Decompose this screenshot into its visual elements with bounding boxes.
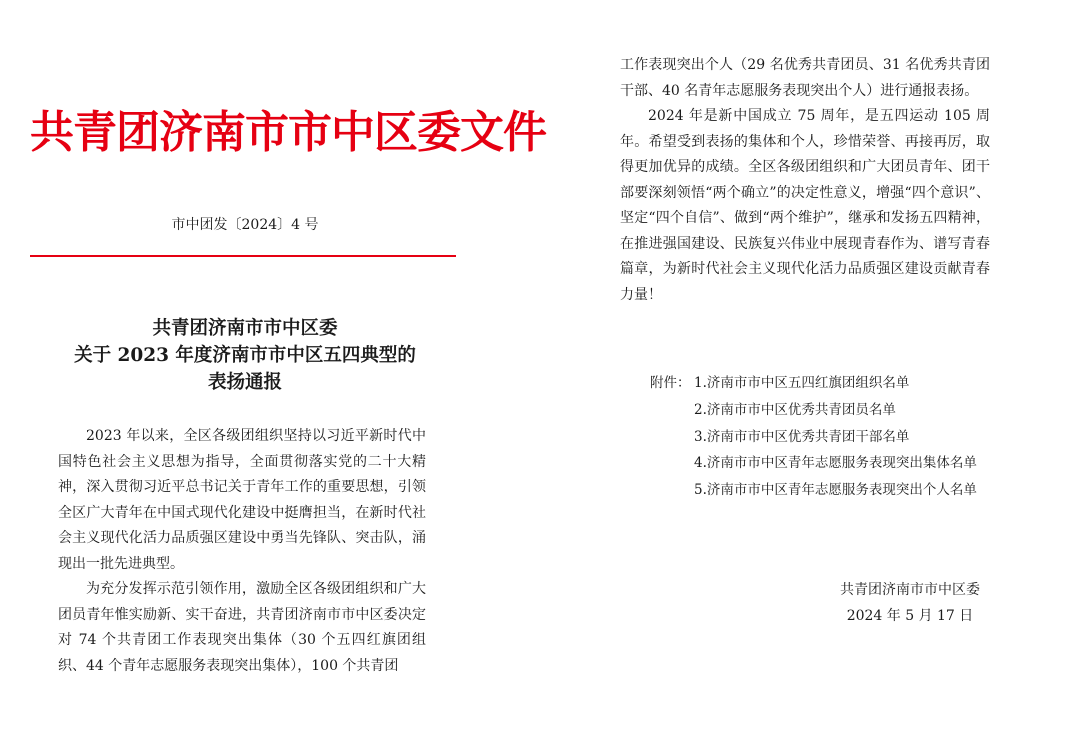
paragraph: 2023 年以来，全区各级团组织坚持以习近平新时代中国特色社会主义思想为指导，全面贯彻落实党的二十大精神，深入贯彻习近平总书记关于青年工作的重要思想，引领全区广大青年在中国式现代化建设中挺膺担当，在新时代社会主义现代化活力品质强区建设中勇当先锋队、突击队，涌现出一批先进典型。 (58, 428, 426, 572)
document-number: 市中团发〔2024〕4 号 (171, 217, 319, 233)
red-divider-line (30, 255, 456, 257)
body-text-right (620, 53, 990, 308)
paragraph-continuation: 工作表现突出个人（29 名优秀共青团员、31 名优秀共青团干部、40 名青年志愿服务表现突出个人）进行通报表扬。 (620, 57, 990, 99)
document-title (30, 315, 460, 396)
attachment-item: 5.济南市市中区青年志愿服务表现突出个人名单 (694, 482, 977, 499)
document-masthead: 共青团济南市市中区委文件 (30, 107, 546, 158)
paragraph: 2024 年是新中国成立 75 周年，是五四运动 105 周年。希望受到表扬的集体和个人，珍惜荣誉、再接再厉，取得更加优异的成绩。全区各级团组织和广大团员青年、团干部要深刻领悟“两个确立”的决定性意义，增强“四个意识”、坚定“四个自信”、做到“两个维护”，继承和发扬五四精神，在推进强国建设、民族复兴伟业中展现青春作为、谱写青春篇章，为新时代社会主义现代化活力品质强区建设贡献青春力量！ (620, 108, 990, 303)
attachment-item: 3.济南市市中区优秀共青团干部名单 (694, 428, 910, 445)
issue-date: 2024 年 5 月 17 日 (846, 608, 974, 624)
paragraph: 为充分发挥示范引领作用，激励全区各级团组织和广大团员青年惟实励新、实干奋进，共青团济南市市中区委决定对 74 个共青团工作表现突出集体（30 个五四红旗团组织、44 个青年志愿服务表现突出集体），100 个共青团 (58, 581, 426, 674)
title-line: 共青团济南市市中区委 (152, 318, 338, 339)
title-line: 表扬通报 (207, 372, 282, 393)
issuing-organization: 共青团济南市市中区委 (840, 582, 980, 598)
title-line: 关于 2023 年度济南市市中区五四典型的 (74, 345, 416, 366)
attachment-item: 2.济南市市中区优秀共青团员名单 (694, 401, 896, 418)
attachment-item: 4.济南市市中区青年志愿服务表现突出集体名单 (694, 455, 977, 472)
right-page (540, 0, 1080, 729)
attachment-item: 1.济南市市中区五四红旗团组织名单 (694, 375, 910, 391)
body-text-left (58, 424, 426, 679)
attachments-label: 附件： (650, 375, 691, 391)
attachments (650, 370, 977, 504)
signature-block (830, 577, 990, 629)
